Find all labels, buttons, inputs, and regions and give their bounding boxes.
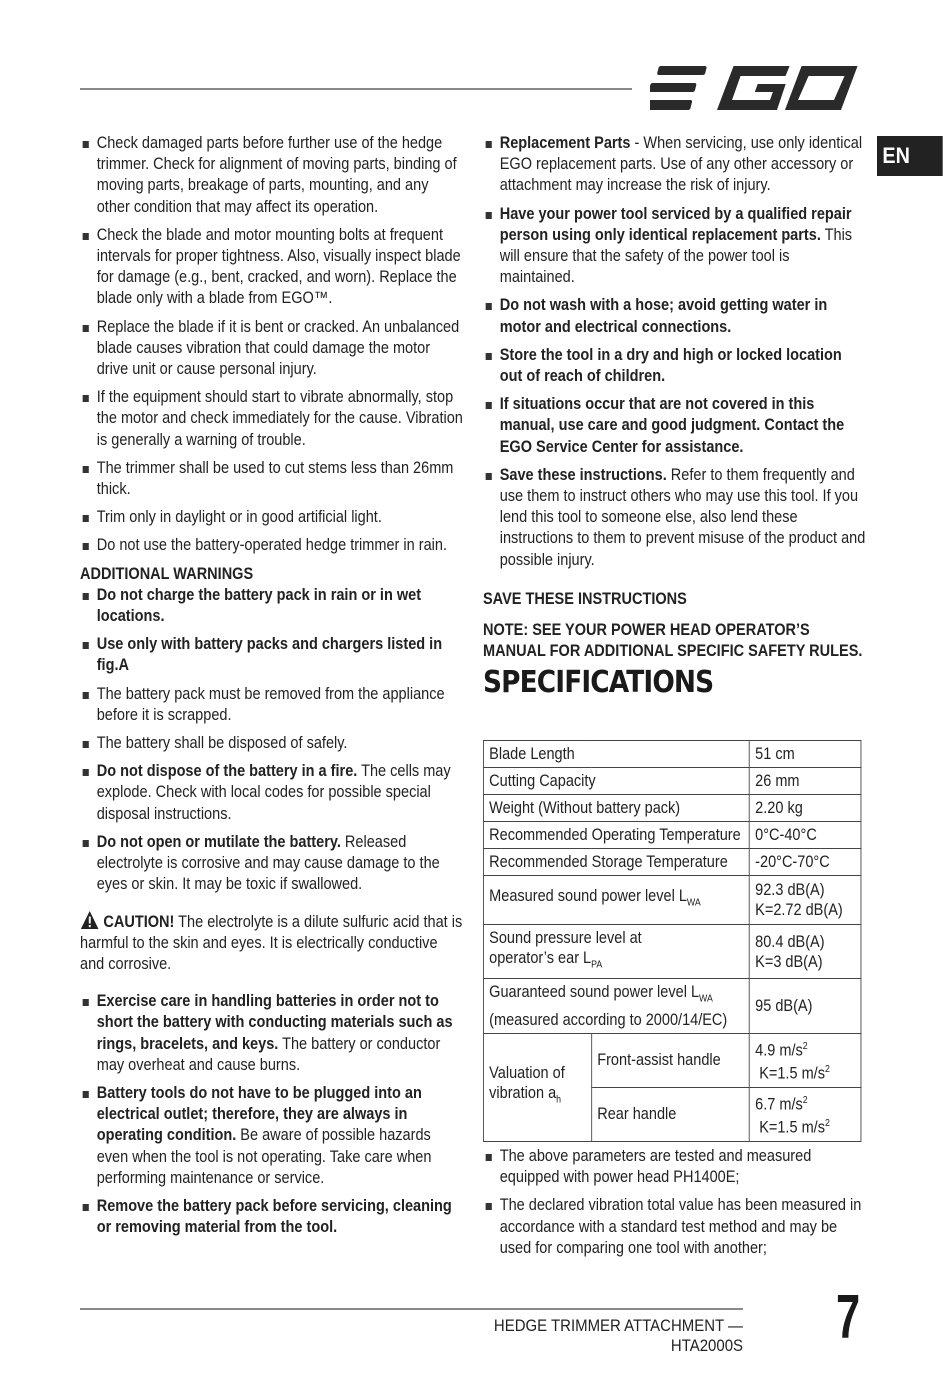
list-item: Do not use the battery-operated hedge trimmer in rain. xyxy=(80,535,465,556)
caution-block xyxy=(80,910,465,976)
caution-label: CAUTION! xyxy=(103,912,175,931)
list-item: Save these instructions. Refer to them frequently and use them to instruct others who may use this tool. If you lend this tool to someone else, also lend these instructions to them to prevent misuse of the product and possible injury. xyxy=(483,465,868,571)
note-heading: NOTE: SEE YOUR POWER HEAD OPERATOR’S MANUAL FOR ADDITIONAL SPECIFIC SAFETY RULES. xyxy=(483,621,863,661)
spec-label: Blade Length xyxy=(483,741,749,768)
additional-warnings-list xyxy=(80,585,465,896)
spec-sublabel: Rear handle xyxy=(592,1087,750,1141)
spec-value: 95 dB(A) xyxy=(749,979,861,1033)
spec-value: 51 cm xyxy=(749,741,861,768)
spec-value: 92.3 dB(A) K=2.72 dB(A) xyxy=(749,876,861,925)
list-item: Battery tools do not have to be plugged into an electrical outlet; therefore, they are always in operating condition. Be aware of possible hazards even when the tool is not operating. Take care when performing maintenance or service. xyxy=(80,1083,465,1189)
spec-label: Recommended Operating Temperature xyxy=(483,822,749,849)
spec-value: 80.4 dB(A) K=3 dB(A) xyxy=(749,925,861,979)
table-row xyxy=(483,741,861,768)
specifications-title: SPECIFICATIONS xyxy=(483,665,714,701)
list-item: Remove the battery pack before servicing, cleaning or removing material from the tool. xyxy=(80,1196,465,1238)
list-item: Check the blade and motor mounting bolts at frequent intervals for proper tightness. Also, visually inspect blade for damage (e.g., bent, cracked, and worn). Replace the blade only with a blade from EGO™. xyxy=(80,225,465,310)
additional-warnings-heading: ADDITIONAL WARNINGS xyxy=(80,564,254,583)
table-row xyxy=(483,849,861,876)
spec-value: 0°C-40°C xyxy=(749,822,861,849)
spec-label: Recommended Storage Temperature xyxy=(483,849,749,876)
battery-list xyxy=(80,991,465,1238)
list-item: The battery shall be disposed of safely. xyxy=(80,733,465,754)
notes-list xyxy=(483,1146,868,1259)
list-item: Store the tool in a dry and high or locked location out of reach of children. xyxy=(483,345,868,387)
footer-rule xyxy=(80,1308,743,1310)
notes-block xyxy=(483,1146,868,1266)
spec-value: 6.7 $m/s^2$ K=1.5 $m/s^2$ xyxy=(749,1087,861,1141)
list-item: Do not charge the battery pack in rain or in wet locations. xyxy=(80,585,465,627)
spec-value: 26 mm xyxy=(749,768,861,795)
table-row xyxy=(483,822,861,849)
table-row xyxy=(483,876,861,925)
list-item: Do not wash with a hose; avoid getting water in motor and electrical connections. xyxy=(483,295,868,337)
safety-list-right xyxy=(483,133,868,571)
language-tab[interactable]: EN xyxy=(877,136,943,176)
list-item: If situations occur that are not covered in this manual, use care and good judgment. Contact the EGO Service Center for assistance. xyxy=(483,394,868,458)
spec-label: Valuation of vibration $a_h$ xyxy=(483,1033,591,1141)
spec-label: Cutting Capacity xyxy=(483,768,749,795)
table-row xyxy=(483,925,861,979)
table-row xyxy=(483,795,861,822)
spec-label: Weight (Without battery pack) xyxy=(483,795,749,822)
right-column xyxy=(483,133,868,704)
caution-text: The electrolyte is a dilute sulfuric acid that is harmful to the skin and eyes. It is electrically conductive and corrosive. xyxy=(80,912,463,973)
list-item: The battery pack must be removed from the appliance before it is scrapped. xyxy=(80,684,465,726)
table-row xyxy=(483,979,861,1033)
list-item: Do not dispose of the battery in a fire. The cells may explode. Check with local codes for possible special disposal instructions. xyxy=(80,761,465,825)
list-item: The declared vibration total value has been measured in accordance with a standard test method and may be used for comparing one tool with another; xyxy=(483,1195,868,1259)
list-item: The above parameters are tested and measured equipped with power head PH1400E; xyxy=(483,1146,868,1188)
spec-sublabel: Front-assist handle xyxy=(592,1033,750,1087)
list-item: Replace the blade if it is bent or cracked. An unbalanced blade causes vibration that could damage the motor drive unit or cause personal injury. xyxy=(80,317,465,381)
left-column xyxy=(80,133,465,1245)
list-item: Do not open or mutilate the battery. Released electrolyte is corrosive and may cause damage to the eyes or skin. It may be toxic if swallowed. xyxy=(80,832,465,896)
list-item: Replacement Parts - When servicing, use only identical EGO replacement parts. Use of any other accessory or attachment may increase the risk of injury. xyxy=(483,133,868,197)
list-item: Exercise care in handling batteries in order not to short the battery with conducting materials such as rings, bracelets, and keys. The battery or conductor may overheat and cause burns. xyxy=(80,991,465,1076)
list-item: Use only with battery packs and chargers listed in fig.A xyxy=(80,634,465,676)
warning-triangle-icon xyxy=(80,910,99,930)
list-item: Check damaged parts before further use of the hedge trimmer. Check for alignment of moving parts, binding of moving parts, breakage of parts, mounting, and any other condition that may affect its operation. xyxy=(80,133,465,218)
list-item: The trimmer shall be used to cut stems less than 26mm thick. xyxy=(80,458,465,500)
list-item: Trim only in daylight or in good artificial light. xyxy=(80,507,465,528)
table-row xyxy=(483,1033,861,1087)
spec-value: -20°C-70°C xyxy=(749,849,861,876)
list-item: Have your power tool serviced by a qualified repair person using only identical replacement parts. This will ensure that the safety of the power tool is maintained. xyxy=(483,204,868,289)
spec-value: 4.9 $m/s^2$ K=1.5 $m/s^2$ xyxy=(749,1033,861,1087)
spec-label: Guaranteed sound power level $L_{WA}$ (measured according to 2000/14/EC) xyxy=(483,979,749,1033)
footer-title: HEDGE TRIMMER ATTACHMENT — HTA2000S xyxy=(493,1316,743,1355)
save-instructions-heading: SAVE THESE INSTRUCTIONS xyxy=(483,589,687,608)
safety-list-left xyxy=(80,133,465,557)
header-rule xyxy=(80,88,632,90)
list-item: If the equipment should start to vibrate abnormally, stop the motor and check immediately for the cause. Vibration is generally a warning of trouble. xyxy=(80,387,465,451)
spec-label: Sound pressure level at operator’s ear $L_{PA}$ xyxy=(483,925,749,979)
spec-label: Measured sound power level $L_{WA}$ xyxy=(483,876,749,925)
spec-value: 2.20 kg xyxy=(749,795,861,822)
specs-table-wrap xyxy=(483,740,863,1142)
ego-logo xyxy=(650,62,862,114)
specifications-table xyxy=(483,740,861,1142)
page-number: 7 xyxy=(836,1283,861,1352)
table-row xyxy=(483,768,861,795)
